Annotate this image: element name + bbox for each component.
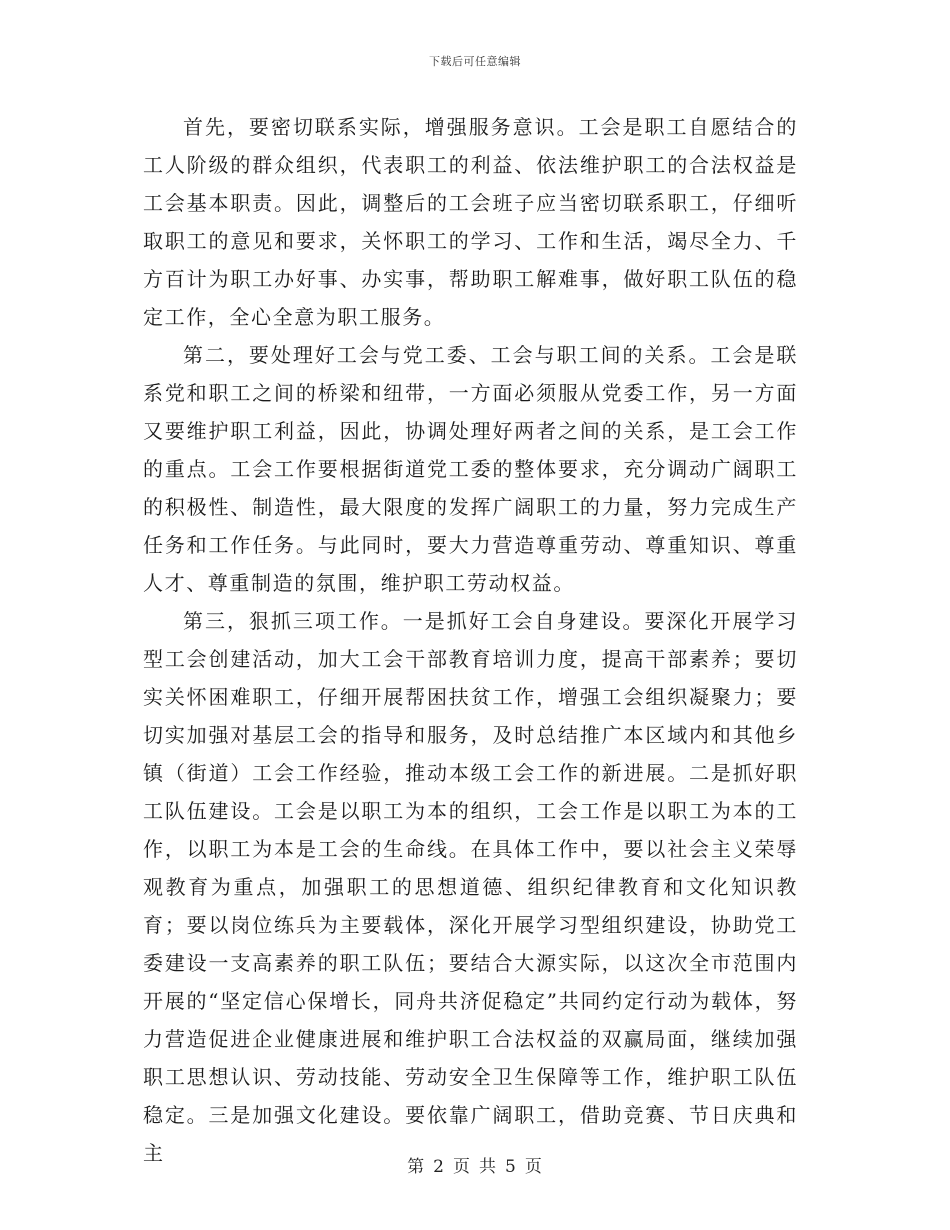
footer-prefix: 第: [407, 1157, 426, 1177]
page-number-footer: [0, 1152, 950, 1177]
document-body: [143, 108, 798, 1172]
footer-current-page: 2: [433, 1157, 445, 1177]
footer-page-label: 页: [453, 1157, 471, 1177]
footer-total-label: 共: [479, 1157, 497, 1177]
paragraph-1: 首先，要密切联系实际，增强服务意识。工会是职工自愿结合的工人阶级的群众组织，代表职工的利益、依法维护职工的合法权益是工会基本职责。因此，调整后的工会班子应当密切联系职工，仔细听取职工的意见和要求，关怀职工的学习、工作和生活，竭尽全力、千方百计为职工办好事、办实事，帮助职工解难事，做好职工队伍的稳定工作，全心全意为职工服务。: [143, 115, 798, 329]
paragraph-2: 第二，要处理好工会与党工委、工会与职工间的关系。工会是联系党和职工之间的桥梁和纽带，一方面必须服从党委工作，另一方面又要维护职工利益，因此，协调处理好两者之间的关系，是工会工作的重点。工会工作要根据街道党工委的整体要求，充分调动广阔职工的积极性、制造性，最大限度的发挥广阔职工的力量，努力完成生产任务和工作任务。与此同时，要大力营造尊重劳动、尊重知识、尊重人才、尊重制造的氛围，维护职工劳动权益。: [143, 343, 798, 595]
footer-total-suffix: 页: [524, 1157, 543, 1177]
page-header-note: 下载后可任意编辑: [429, 55, 521, 68]
footer-total-pages: 5: [505, 1157, 517, 1177]
paragraph-3: 第三，狠抓三项工作。一是抓好工会自身建设。要深化开展学习型工会创建活动，加大工会干部教育培训力度，提高干部素养；要切实关怀困难职工，仔细开展帮困扶贫工作，增强工会组织凝聚力；要切实加强对基层工会的指导和服务，及时总结推广本区域内和其他乡镇（街道）工会工作经验，推动本级工会工作的新进展。二是抓好职工队伍建设。工会是以职工为本的组织，工会工作是以职工为本的工作，以职工为本是工会的生命线。在具体工作中，要以社会主义荣辱观教育为重点，加强职工的思想道德、组织纪律教育和文化知识教育；要以岗位练兵为主要载体，深化开展学习型组织建设，协助党工委建设一支高素养的职工队伍；要结合大源实际，以这次全市范围内开展的“坚定信心保增长，同舟共济促稳定”共同约定行动为载体，努力营造促进企业健康进展和维护职工合法权益的双赢局面，继续加强职工思想认识、劳动技能、劳动安全卫生保障等工作，维护职工队伍稳定。三是加强文化建设。要依靠广阔职工，借助竞赛、节日庆典和主: [143, 609, 798, 1165]
